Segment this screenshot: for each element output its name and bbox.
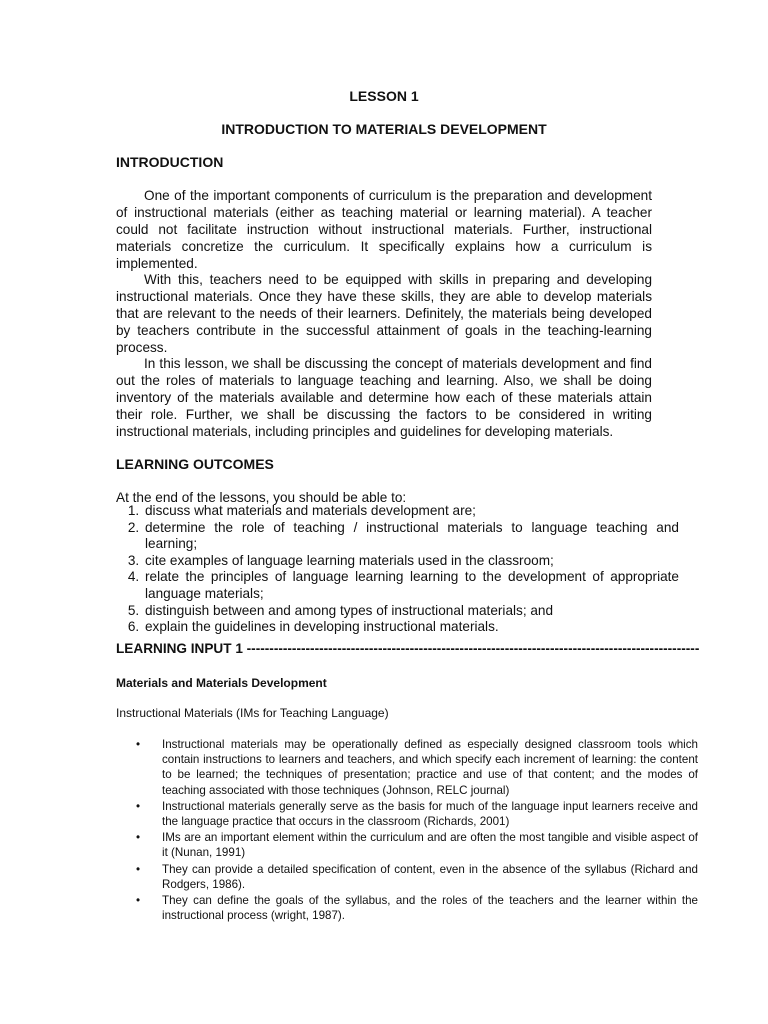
intro-paragraph-3: In this lesson, we shall be discussing the concept of materials development and find out the roles of materials to language teaching and learning. Also, we shall be doing inventory of the materials available and determine how each of these materials attain their role. Further, we shall be discussing the factors to be considered in writing instructional materials, including principles and guidelines for developing materials.: [116, 356, 652, 439]
intro-paragraph-2: With this, teachers need to be equipped with skills in preparing and developing instructional materials. Once they have these skills, they are able to develop materials that are relevant to the needs of their learners. Definitely, the materials being developed by teachers contribute in the successful attainment of goals in the teaching-learning process.: [116, 272, 652, 355]
list-item: [136, 862, 698, 892]
outcome-item: 4. relate the principles of language learning learning to the development of appropriate language materials;: [143, 569, 679, 602]
list-item: [136, 893, 698, 923]
materials-subheading: Materials and Materials Development: [116, 676, 327, 690]
list-item-text: They can provide a detailed specification of content, even in the absence of the syllabus (Richard and Rodgers, 1986).: [162, 862, 698, 891]
outcomes-intro: At the end of the lessons, you should be able to:: [116, 490, 407, 505]
outcome-item: 6. explain the guidelines in developing instructional materials.: [143, 619, 679, 636]
intro-paragraph-1: One of the important components of curriculum is the preparation and development of instructional materials (either as teaching material or learning material). A teacher could not facilitate instruction without instructional materials. Further, instructional materials concretize the curriculum. It specifically explains how a curriculum is implemented.: [116, 188, 652, 271]
bullet-icon: •: [136, 799, 141, 813]
lesson-number: LESSON 1: [349, 88, 419, 104]
list-item-text: They can define the goals of the syllabus, and the roles of the teachers and the learner within the instructional process (wright, 1987).: [162, 894, 698, 923]
list-item-text: IMs are an important element within the curriculum and are often the most tangible and visible aspect of it (Nunan, 1991): [162, 831, 698, 860]
introduction-heading: INTRODUCTION: [116, 154, 224, 170]
list-item: [136, 799, 698, 829]
outcome-item: 1. discuss what materials and materials development are;: [143, 503, 679, 520]
outcome-item: 2. determine the role of teaching / instructional materials to language teaching and learning;: [143, 520, 679, 553]
learning-outcomes-heading: LEARNING OUTCOMES: [116, 456, 274, 472]
bullet-icon: •: [136, 738, 141, 751]
instructional-materials-heading: Instructional Materials (IMs for Teaching Language): [116, 706, 389, 720]
list-item: [136, 830, 698, 860]
list-item-text: Instructional materials generally serve as the basis for much of the language input learners receive and the language practice that occurs in the classroom (Richards, 2001): [162, 799, 698, 829]
outcomes-list: [116, 503, 679, 636]
list-item-text: Instructional materials may be operationally defined as especially designed classroom tools which contain instructions to learners and teachers, and which specify each increment of learning: the content to be learned; the techniques of presentation; practice and use of that content; and the modes of teaching associated with those techniques (Johnson, RELC journal): [162, 738, 698, 797]
learning-input-heading: LEARNING INPUT 1 ----------------------------------------------------------------------------------------------------: [116, 641, 700, 656]
lesson-title: INTRODUCTION TO MATERIALS DEVELOPMENT: [221, 121, 547, 137]
list-item: [136, 737, 698, 798]
outcome-item: 5. distinguish between and among types of instructional materials; and: [143, 603, 679, 620]
bullet-icon: •: [136, 862, 141, 876]
bullet-icon: •: [136, 831, 141, 845]
bullet-icon: •: [136, 894, 141, 908]
outcome-item: 3. cite examples of language learning materials used in the classroom;: [143, 553, 679, 570]
bullet-list: [116, 737, 698, 924]
